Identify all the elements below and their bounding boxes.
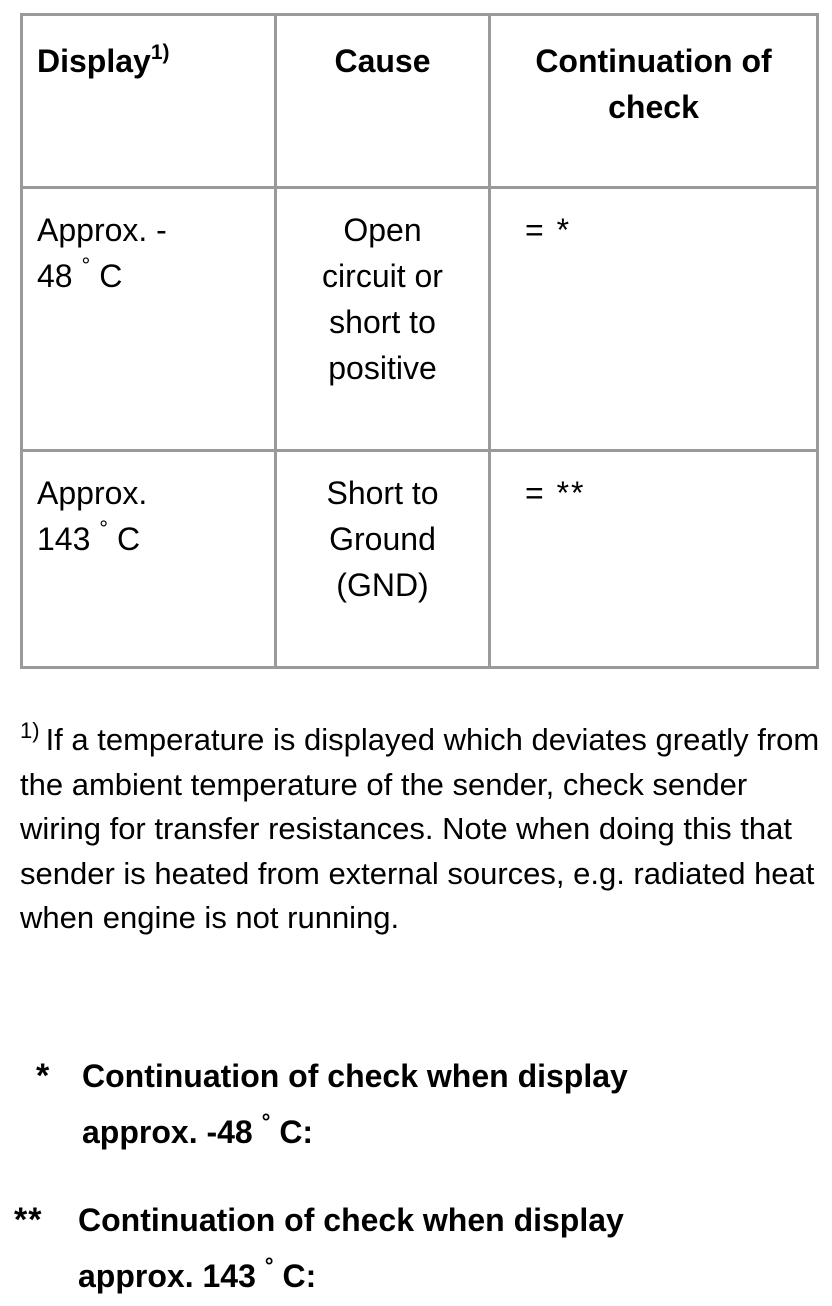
degree-symbol: ° <box>81 252 91 278</box>
display-unit: C <box>116 520 141 557</box>
header-cause: Cause <box>276 15 490 188</box>
continuation-cell <box>490 450 818 667</box>
display-cell <box>22 450 276 667</box>
footnote <box>20 718 820 941</box>
display-value: 143 <box>37 520 91 557</box>
note-line2 <box>78 1248 758 1304</box>
cause-text: Open circuit or short to positive <box>322 211 443 386</box>
header-continuation: Continuation of check <box>490 15 818 188</box>
degree-symbol: ° <box>261 1109 271 1134</box>
display-value: 48 <box>37 257 73 294</box>
note-body <box>78 1192 758 1304</box>
display-line1: Approx. <box>37 474 148 511</box>
continuation-ref: = ** <box>525 474 586 511</box>
note-marker: * <box>36 1057 50 1095</box>
header-display <box>22 15 276 188</box>
display-unit: C <box>99 257 123 294</box>
display-line1: Approx. - <box>37 211 167 248</box>
diagnosis-table <box>20 13 819 669</box>
note-body <box>82 1048 762 1160</box>
cause-cell <box>276 187 490 450</box>
note-marker: ** <box>14 1201 43 1239</box>
continuation-note-double-asterisk <box>14 1192 758 1304</box>
note-temp: approx. -48 <box>82 1114 253 1150</box>
footnote-text: If a temperature is displayed which deviates greatly from the ambient temperature of the sender, check sender wiring for transfer resistances. Note when doing this that sender is heated from external sources, e.g. radiated heat when engine is not running. <box>20 722 820 935</box>
table-row <box>22 450 818 667</box>
cause-cell <box>276 450 490 667</box>
header-display-label: Display <box>37 43 151 79</box>
note-line1: Continuation of check when display <box>78 1202 624 1238</box>
cause-text: Short to Ground (GND) <box>326 474 439 603</box>
header-display-footnote-marker: 1) <box>150 41 170 64</box>
note-unit: C: <box>279 1114 314 1150</box>
continuation-cell <box>490 187 818 450</box>
continuation-ref: = * <box>525 211 572 248</box>
note-temp: approx. 143 <box>78 1258 256 1294</box>
table-row <box>22 187 818 450</box>
table-header-row <box>22 15 818 188</box>
display-cell <box>22 187 276 450</box>
footnote-marker: 1) <box>20 718 40 743</box>
note-line2 <box>82 1104 762 1160</box>
note-unit: C: <box>282 1258 317 1294</box>
note-line1: Continuation of check when display <box>82 1058 628 1094</box>
continuation-note-single-asterisk <box>36 1048 762 1160</box>
degree-symbol: ° <box>264 1253 274 1278</box>
degree-symbol: ° <box>99 515 109 541</box>
